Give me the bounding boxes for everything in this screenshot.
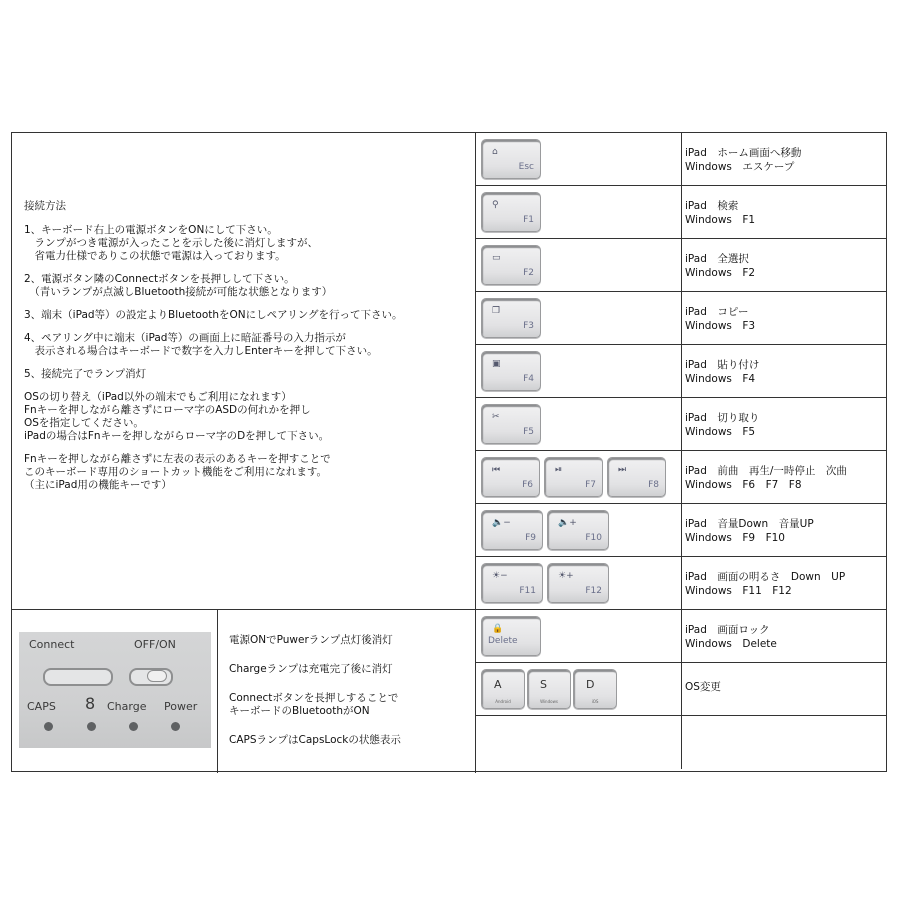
key-label: F9 (525, 533, 536, 543)
lamp-note-charge: Chargeランプは充電完了後に消灯 (229, 663, 393, 675)
key-label: F8 (648, 480, 659, 490)
connect-button (43, 668, 113, 686)
key-function-icon: ⏯ (555, 465, 563, 475)
charge-lamp (129, 722, 138, 731)
shortcut-keys-cell (476, 345, 682, 397)
shortcut-ipad-action: iPad 前曲 再生/一時停止 次曲 (685, 465, 847, 477)
manual-table (11, 132, 887, 772)
shortcut-description (683, 345, 886, 397)
key-char: A (494, 678, 502, 691)
connection-instructions (12, 133, 476, 610)
shortcut-windows-action: Windows F11 F12 (685, 585, 792, 597)
instructions-title: 接続方法 (24, 200, 66, 212)
shortcut-description (683, 610, 886, 662)
key-label: F1 (523, 215, 534, 225)
shortcut-row (476, 451, 886, 504)
shortcut-description (683, 663, 886, 715)
power-label: Power (164, 700, 198, 713)
shortcut-windows-action: Windows F2 (685, 267, 756, 279)
shortcut-keys-cell (476, 610, 682, 662)
charge-label: Charge (107, 700, 147, 713)
shortcut-description (683, 716, 886, 769)
shortcut-keys-cell (476, 292, 682, 344)
shortcut-ipad-action: iPad コピー (685, 306, 749, 318)
shortcut-keys-cell (476, 663, 682, 715)
lamp-note-power: 電源ONでPuwerランプ点灯後消灯 (229, 634, 393, 646)
shortcut-keys-cell (476, 557, 682, 609)
key-os-sublabel: Android (495, 699, 511, 704)
shortcut-keys-cell (476, 451, 682, 503)
caps-lamp (44, 722, 53, 731)
key-function-icon: 🔒 (492, 624, 504, 634)
key-label: F3 (523, 321, 534, 331)
shortcut-description (683, 239, 886, 291)
key-label: F4 (523, 374, 534, 384)
shortcut-keys-cell (476, 239, 682, 291)
key-label: F5 (523, 427, 534, 437)
step-3: 3、端末（iPad等）の設定よりBluetoothをONにしペアリングを行って下さい。 (24, 309, 403, 321)
key-label: F6 (522, 480, 533, 490)
step-2: 2、電源ボタン隣のConnectボタンを長押しして下さい。 （青いランプが点滅しBluetooth接続が可能な状態となります） (24, 273, 333, 298)
key-f5 (481, 404, 541, 444)
key-label: F7 (585, 480, 596, 490)
key-f7 (544, 457, 603, 497)
shortcut-windows-action: Windows F6 F7 F8 (685, 479, 802, 491)
key-function-icon: ⚲ (492, 200, 499, 210)
connect-label: Connect (29, 638, 75, 651)
shortcut-windows-action: Windows F1 (685, 214, 756, 226)
shortcut-description (683, 133, 886, 185)
shortcut-row (476, 663, 886, 716)
key-f4 (481, 351, 541, 391)
shortcut-ipad-action: iPad 画面の明るさ Down UP (685, 571, 846, 583)
numlock-label: 8 (85, 694, 96, 713)
shortcut-ipad-action: iPad 全選択 (685, 253, 749, 265)
shortcut-description (683, 451, 886, 503)
fn-shortcut-note: Fnキーを押しながら離さずに左表の表示のあるキーを押すことで このキーボード専用のショートカット機能をご利用になれます。 （主にiPad用の機能キーです） (24, 453, 331, 491)
power-switch-knob (147, 670, 167, 682)
shortcut-ipad-action: iPad 貼り付け (685, 359, 760, 371)
key-f10 (547, 510, 609, 550)
key-function-icon: ✂ (492, 412, 500, 422)
key-label: F12 (585, 586, 602, 596)
shortcut-keys-cell (476, 186, 682, 238)
numlock-lamp (87, 722, 96, 731)
shortcut-description (683, 504, 886, 556)
shortcut-row (476, 557, 886, 610)
key-char: S (540, 678, 547, 691)
key-f3 (481, 298, 541, 338)
shortcut-keys-cell (476, 716, 682, 769)
shortcut-keys-cell (476, 504, 682, 556)
key-f12 (547, 563, 609, 603)
step-4: 4、ペアリング中に端末（iPad等）の画面上に暗証番号の入力指示が 表示される場合はキーボードで数字を入力しEnterキーを押して下さい。 (24, 332, 378, 357)
key-function-icon: ⏮ (492, 465, 501, 475)
key-label: F11 (519, 586, 536, 596)
key-f11 (481, 563, 543, 603)
shortcut-windows-action: Windows エスケープ (685, 161, 795, 173)
caps-label: CAPS (27, 700, 56, 713)
shortcut-keys-cell (476, 133, 682, 185)
step-1: 1、キーボード右上の電源ボタンをONにして下さい。 ランプがつき電源が入ったことを示した後に消灯しますが、 省電力仕様でありこの状態で電源は入っております。 (24, 224, 318, 262)
shortcut-windows-action: Windows F9 F10 (685, 532, 785, 544)
shortcut-description (683, 398, 886, 450)
key-label: Delete (488, 636, 518, 646)
power-lamp (171, 722, 180, 731)
shortcut-ipad-action: iPad 切り取り (685, 412, 760, 424)
shortcut-row (476, 186, 886, 239)
shortcut-description (683, 292, 886, 344)
key-function-icon: 🔈− (492, 518, 511, 528)
shortcut-description (683, 186, 886, 238)
os-key-s (527, 669, 571, 709)
device-status-panel-photo (19, 632, 211, 748)
step-5: 5、接続完了でランプ消灯 (24, 368, 147, 380)
key-delete (481, 616, 541, 656)
shortcut-row (476, 292, 886, 345)
os-key-d (573, 669, 617, 709)
key-os-sublabel: Windows (540, 699, 558, 704)
device-photo-cell (12, 610, 218, 773)
key-function-icon: ❐ (492, 306, 501, 316)
key-os-sublabel: iOS (591, 699, 599, 704)
shortcut-windows-action: Windows F5 (685, 426, 756, 438)
shortcut-ipad-action: iPad ホーム画面へ移動 (685, 147, 802, 159)
shortcut-description (683, 557, 886, 609)
shortcut-ipad-action: iPad 音量Down 音量UP (685, 518, 814, 530)
key-label: F2 (523, 268, 534, 278)
key-f8 (607, 457, 666, 497)
shortcut-row (476, 504, 886, 557)
shortcut-row (476, 133, 886, 186)
shortcut-keys-cell (476, 398, 682, 450)
key-function-icon: ⏭ (618, 465, 627, 475)
key-function-icon: ▭ (492, 253, 501, 263)
key-f1 (481, 192, 541, 232)
key-f9 (481, 510, 543, 550)
shortcut-windows-action: Windows F3 (685, 320, 756, 332)
shortcut-row (476, 239, 886, 292)
shortcut-ipad-action: OS変更 (685, 681, 721, 693)
lamp-note-connect: Connectボタンを長押しすることで キーボードのBluetoothがON (229, 692, 399, 717)
key-function-icon: ⌂ (492, 147, 498, 157)
shortcut-ipad-action: iPad 検索 (685, 200, 739, 212)
shortcut-row (476, 345, 886, 398)
key-function-icon: ☀− (492, 571, 508, 581)
shortcut-row (476, 610, 886, 663)
key-label: Esc (518, 162, 534, 172)
key-char: D (586, 678, 595, 691)
key-f2 (481, 245, 541, 285)
os-switch-note: OSの切り替え（iPad以外の端末でもご利用になれます） Fnキーを押しながら離さずにローマ字のASDの何れかを押し OSを指定してください。 iPadの場合はFnキーを押しながらローマ字のDを押して下さい。 (24, 391, 330, 442)
key-esc (481, 139, 541, 179)
offon-label: OFF/ON (134, 638, 176, 651)
os-key-a (481, 669, 525, 709)
lamp-notes (218, 610, 476, 773)
shortcut-windows-action: Windows Delete (685, 638, 777, 650)
key-function-icon: ☀+ (558, 571, 574, 581)
shortcut-row (476, 398, 886, 451)
lamp-note-caps: CAPSランプはCapsLockの状態表示 (229, 734, 401, 746)
key-f6 (481, 457, 540, 497)
shortcut-windows-action: Windows F4 (685, 373, 756, 385)
shortcut-row (476, 716, 886, 769)
key-label: F10 (585, 533, 602, 543)
key-function-icon: 🔈+ (558, 518, 577, 528)
key-function-icon: ▣ (492, 359, 501, 369)
shortcut-ipad-action: iPad 画面ロック (685, 624, 770, 636)
